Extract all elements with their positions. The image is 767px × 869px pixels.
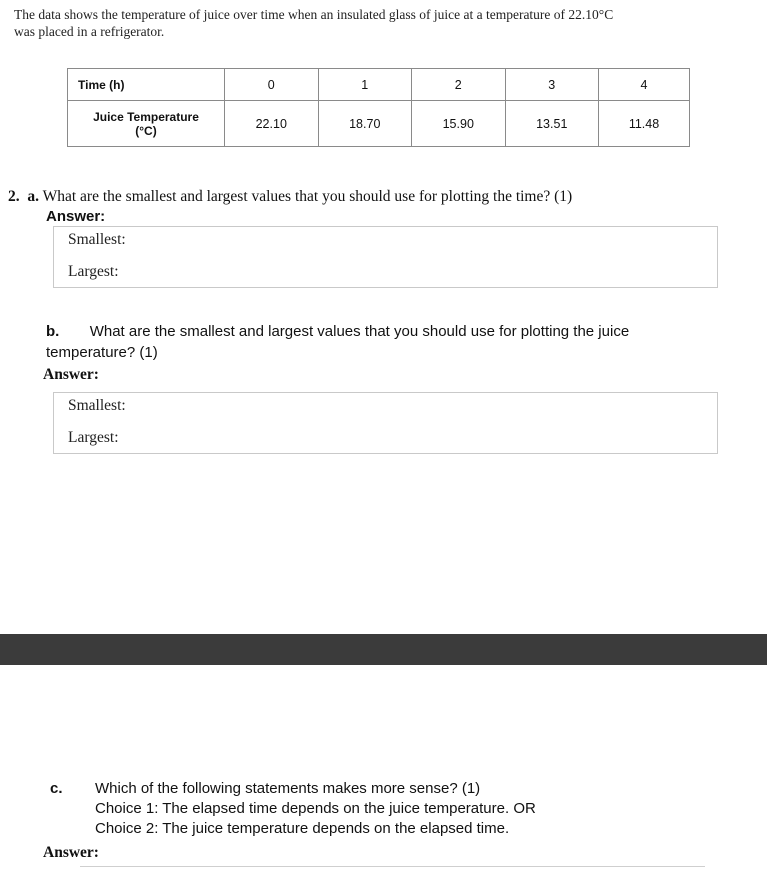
question-2c-choice2: Choice 2: The juice temperature depends on the elapsed time.: [95, 820, 510, 837]
table-row-temperature: [68, 101, 690, 147]
table-cell: 13.51: [505, 101, 599, 147]
data-table: [67, 68, 690, 147]
row-header-temperature: [68, 101, 225, 147]
answer-label-2c: Answer:: [43, 844, 99, 861]
answer-line-2c[interactable]: [80, 866, 705, 867]
question-number: 2.: [8, 188, 20, 205]
answer-label-2a: Answer:: [46, 208, 106, 225]
table-cell: 4: [599, 69, 690, 101]
question-letter-b: b.: [46, 323, 60, 340]
question-letter-a: a.: [27, 188, 39, 205]
intro-paragraph: [14, 6, 734, 40]
row-header-time: Time (h): [68, 69, 225, 101]
question-2a-text: What are the smallest and largest values that you should use for plotting the time? (1): [42, 188, 573, 205]
table-cell: 0: [225, 69, 319, 101]
intro-line-2: was placed in a refrigerator.: [14, 24, 165, 39]
answer-box-2a[interactable]: [53, 226, 718, 288]
answer-label-2b: Answer:: [43, 366, 99, 383]
table-cell: 15.90: [412, 101, 506, 147]
question-2c-choice1: Choice 1: The elapsed time depends on the juice temperature. OR: [95, 800, 536, 817]
dark-separator-bar: [0, 634, 767, 665]
table-cell: 22.10: [225, 101, 319, 147]
question-2b-text-line2: temperature? (1): [46, 344, 158, 361]
table-row-time: [68, 69, 690, 101]
question-2a: [8, 188, 572, 206]
table-cell: 3: [505, 69, 599, 101]
table-cell: 1: [318, 69, 412, 101]
table-cell: 18.70: [318, 101, 412, 147]
smallest-label: Smallest:: [68, 397, 126, 414]
table-cell: 2: [412, 69, 506, 101]
row-header-temperature-line2: (°C): [135, 123, 157, 138]
smallest-label: Smallest:: [68, 231, 126, 248]
question-letter-c: c.: [50, 780, 63, 797]
question-2b: [46, 323, 629, 341]
row-header-temperature-line1: Juice Temperature: [93, 109, 199, 124]
table-cell: 11.48: [599, 101, 690, 147]
largest-label: Largest:: [68, 263, 119, 280]
largest-label: Largest:: [68, 429, 119, 446]
answer-box-2b[interactable]: [53, 392, 718, 454]
question-2c-line1: Which of the following statements makes more sense? (1): [95, 780, 481, 797]
intro-line-1: The data shows the temperature of juice over time when an insulated glass of juice at a temperature of 22.10°C: [14, 7, 614, 22]
question-2b-text-line1: What are the smallest and largest values that you should use for plotting the juice: [89, 323, 630, 340]
